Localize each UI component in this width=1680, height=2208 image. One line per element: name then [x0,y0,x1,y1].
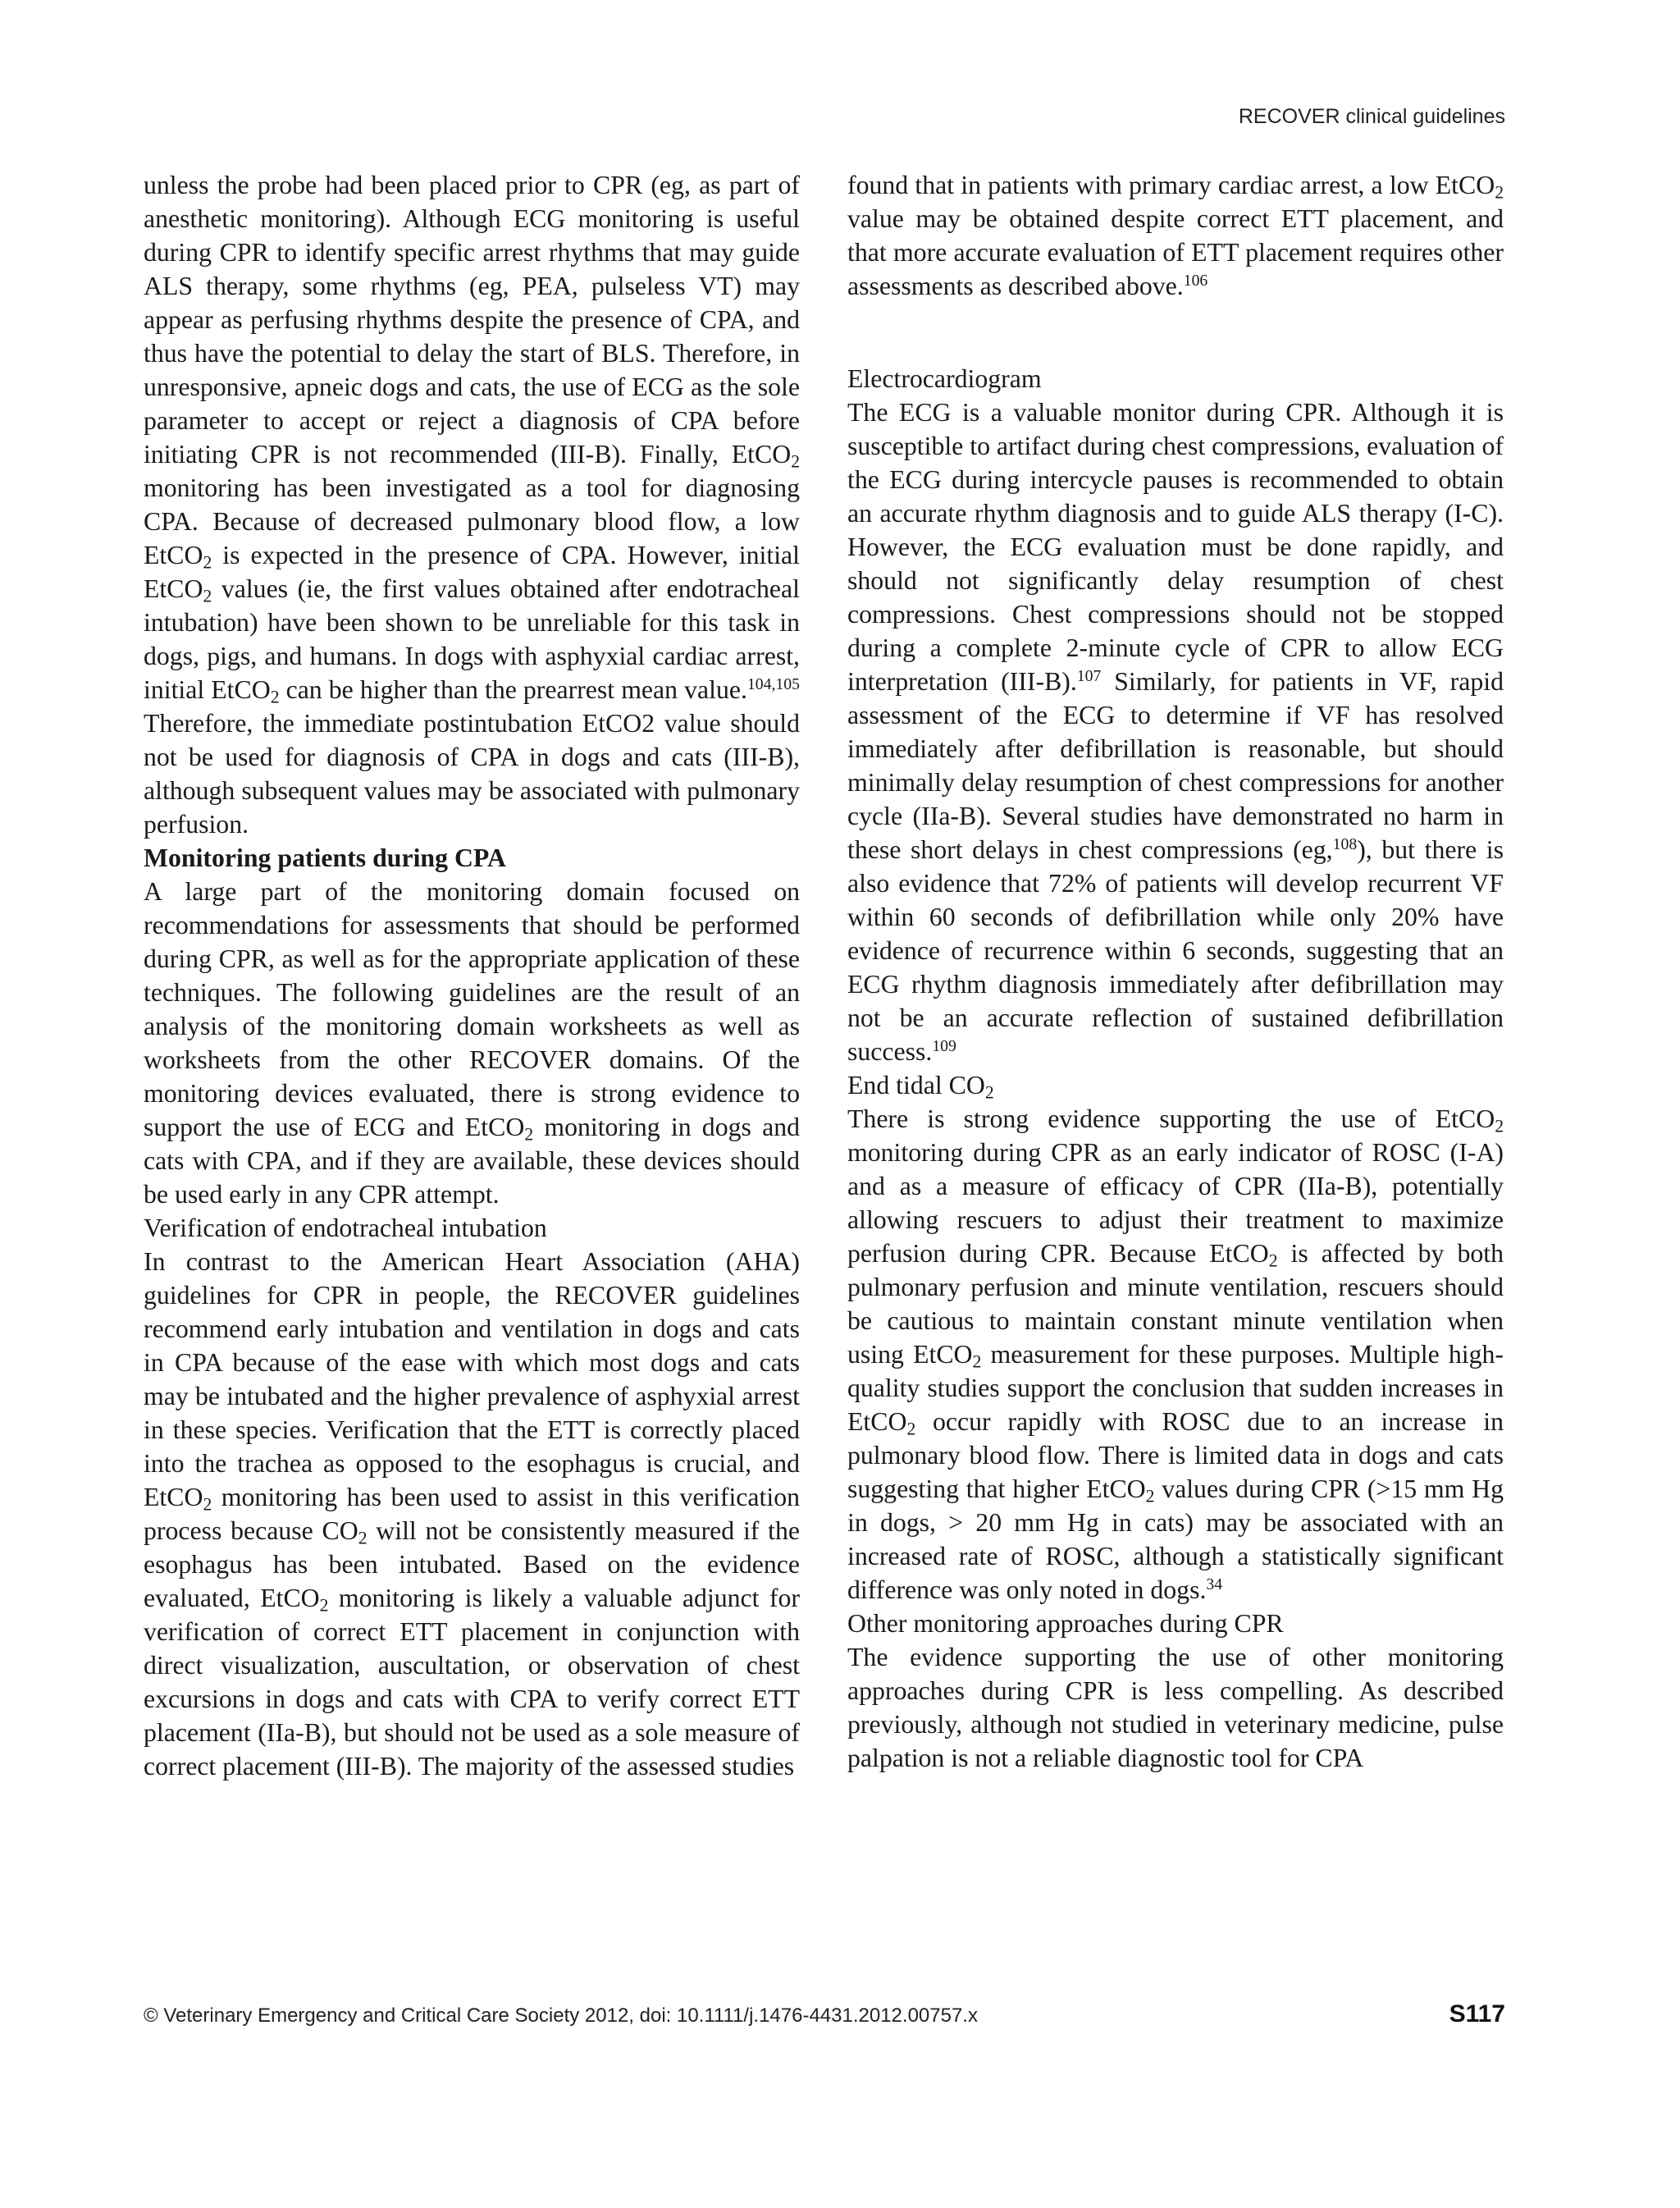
subsection-heading: End tidal $CO_2$ [847,1071,994,1103]
paragraph: The evidence supporting the use of other monitoring approaches during CPR is less compelling. As described previously, although not studied in veterinary medicine, pulse palpation is not a reliable diagnostic tool for CPA [847,1643,1504,1772]
paragraph: found that in patients with primary cardiac arrest, a low EtCO$_2$ value may be obtained despite correct ETT placement, and that more accurate evaluation of ETT placement requires other assessments as described above.$^{106}$ [847,171,1504,300]
citation: 104,105 [746,675,800,694]
paragraph: In contrast to the American Heart Association (AHA) guidelines for CPR in people, the RECOVER guidelines recommend early intubation and ventilation in dogs and cats in CPA because of the ease with which most dogs and cats may be intubated and the higher prevalence of asphyxial arrest in these species. Verification that the ETT is correctly placed into the trachea as opposed to the esophagus is crucial, and EtCO$_2$ monitoring has been used to assist in this verification process because $CO_2$ will not be consistently measured if the esophagus has been intubated. Based on the evidence evaluated, EtCO$_2$ monitoring is likely a valuable adjunct for verification of correct ETT placement in conjunction with direct visualization, auscultation, or observation of chest excursions in dogs and cats with CPA to verify correct ETT placement (IIa-B), but should not be used as a sole measure of correct placement (III-B). The majority of the assessed studies [144,1247,800,1781]
section-heading: Monitoring patients during CPA [144,843,506,872]
citation: 109 [932,1037,956,1056]
left-column [144,168,800,1783]
paragraph: The ECG is a valuable monitor during CPR. Although it is susceptible to artifact during chest compressions, evaluation of the ECG during intercycle pauses is recommended to obtain an accurate rhythm diagnosis and to guide ALS therapy (I-C). However, the ECG evaluation must be done rapidly, and should not significantly delay resumption of chest compressions. Chest compressions should not be stopped during a complete 2-minute cycle of CPR to allow ECG interpretation (III-B).$^{107}$ Similarly, for patients in VF, rapid assessment of the ECG to determine if VF has resolved immediately after defibrillation is reasonable, but should minimally delay resumption of chest compressions for another cycle (IIa-B). Several studies have demonstrated no harm in these short delays in chest compressions (eg,$^{108}$), but there is also evidence that 72% of patients will develop recurrent VF within 60 seconds of defibrillation while only 20% have evidence of recurrence within 6 seconds, suggesting that an ECG rhythm diagnosis immediately after defibrillation may not be an accurate reflection of sustained defibrillation success.$^{109}$ [847,398,1504,1066]
paragraph: A large part of the monitoring domain focused on recommendations for assessments that should be performed during CPR, as well as for the appropriate application of these techniques. The following guidelines are the result of an analysis of the monitoring domain worksheets as well as worksheets from the other RECOVER domains. Of the monitoring devices evaluated, there is strong evidence to support the use of ECG and EtCO$_2$ monitoring in dogs and cats with CPA, and if they are available, these devices should be used early in any CPR attempt. [144,877,800,1209]
subsection-heading: Other monitoring approaches during CPR [847,1609,1284,1638]
citation: 34 [1206,1575,1223,1594]
subsection-heading: Verification of endotracheal intubation [144,1214,547,1242]
right-column [847,168,1504,1775]
citation: 107 [1076,667,1102,686]
citation: 106 [1183,272,1208,290]
subsection-heading: Electrocardiogram [847,364,1042,393]
running-head: RECOVER clinical guidelines [1238,105,1505,128]
paragraph: unless the probe had been placed prior to CPR (eg, as part of anesthetic monitoring). Although ECG monitoring is useful during CPR to identify specific arrest rhythms that may guide ALS therapy, some rhythms (eg, PEA, pulseless VT) may appear as perfusing rhythms despite the presence of CPA, and thus have the potential to delay the start of BLS. Therefore, in unresponsive, apneic dogs and cats, the use of ECG as the sole parameter to accept or reject a diagnosis of CPA before initiating CPR is not recommended (III-B). Finally, EtCO$_2$ monitoring has been investigated as a tool for diagnosing CPA. Because of decreased pulmonary blood flow, a low EtCO$_2$ is expected in the presence of CPA. However, initial EtCO$_2$ values (ie, the first values obtained after endotracheal intubation) have been shown to be unreliable for this task in dogs, pigs, and humans. In dogs with asphyxial cardiac arrest, initial EtCO$_2$ can be higher than the prearrest mean value.$^{104,105}$ Therefore, the immediate postintubation EtCO2 value should not be used for diagnosis of CPA in dogs and cats (III-B), although subsequent values may be associated with pulmonary perfusion. [144,171,800,839]
page-number: S117 [1449,2000,1505,2027]
citation: 108 [1332,835,1358,854]
footer-copyright: © Veterinary Emergency and Critical Care Society 2012, doi: 10.1111/j.1476-4431.2012.00757.x [144,2005,978,2027]
paragraph: There is strong evidence supporting the use of EtCO$_2$ monitoring during CPR as an early indicator of ROSC (I-A) and as a measure of efficacy of CPR (IIa-B), potentially allowing rescuers to adjust their treatment to maximize perfusion during CPR. Because EtCO$_2$ is affected by both pulmonary perfusion and minute ventilation, rescuers should be cautious to maintain constant minute ventilation when using EtCO$_2$ measurement for these purposes. Multiple high-quality studies support the conclusion that sudden increases in EtCO$_2$ occur rapidly with ROSC due to an increase in pulmonary blood flow. There is limited data in dogs and cats suggesting that higher EtCO$_2$ values during CPR (>15 mm Hg in dogs, > 20 mm Hg in cats) may be associated with an increased rate of ROSC, although a statistically significant difference was only noted in dogs.$^{34}$ [847,1104,1504,1604]
